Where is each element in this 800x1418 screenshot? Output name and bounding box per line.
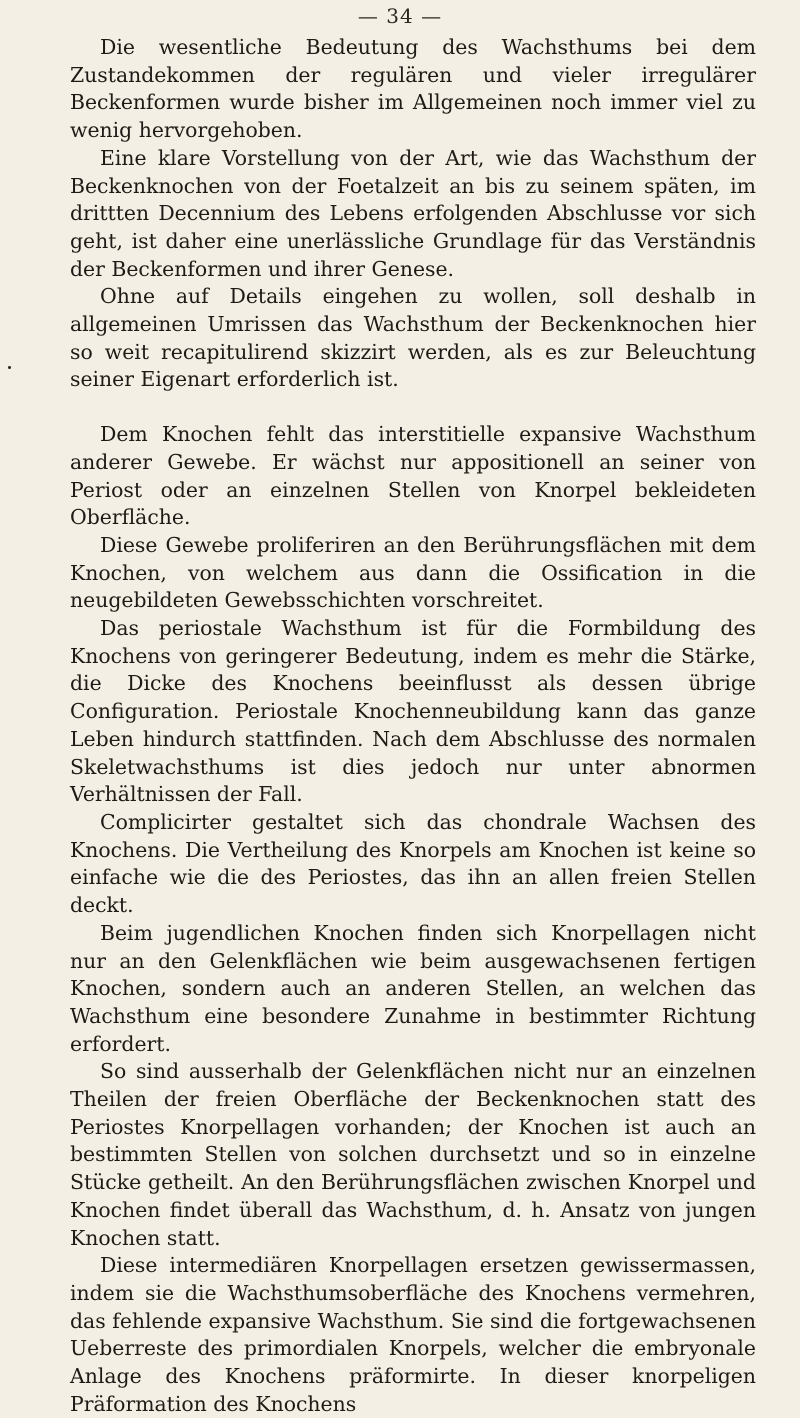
- paragraph: So sind ausserhalb der Gelenkflächen nicht nur an einzelnen Theilen der freien Oberfläche der Beckenknochen statt des Periostes Knorpellagen vorhanden; der Knochen ist auch an bestimmten Stellen von solchen durchsetzt und so in einzelne Stücke getheilt. An den Berührungsflächen zwischen Knorpel und Knochen findet überall das Wachsthum, d. h. Ansatz von jungen Knochen statt.: [70, 1059, 756, 1250]
- paragraph: Ohne auf Details eingehen zu wollen, soll deshalb in allgemeinen Umrissen das Wachsthum der Beckenknochen hier so weit recapitulirend skizzirt werden, als es zur Beleuchtung seiner Eigenart erforderlich ist.: [70, 284, 756, 392]
- paragraph: Das periostale Wachsthum ist für die Formbildung des Knochens von geringerer Bedeutung, indem es mehr die Stärke, die Dicke des Knochens beeinflusst als dessen übrige Configuration. Periostale Knochenneubildung kann das ganze Leben hindurch stattfinden. Nach dem Abschlusse des normalen Skeletwachsthums ist dies jedoch nur unter abnormen Verhältnissen der Fall.: [70, 616, 756, 807]
- page-body: [70, 34, 756, 1418]
- paragraph: Beim jugendlichen Knochen finden sich Knorpellagen nicht nur an den Gelenkflächen wie beim ausgewachsenen fertigen Knochen, sondern auch an anderen Stellen, an welchen das Wachsthum eine besondere Zunahme in bestimmter Richtung erfordert.: [70, 920, 756, 1056]
- paragraph: Diese Gewebe proliferiren an den Berührungsflächen mit dem Knochen, von welchem aus dann die Ossification in die neugebildeten Gewebsschichten vorschreitet.: [70, 532, 756, 613]
- page-number: — 34 —: [357, 4, 443, 28]
- paragraph: Diese intermediären Knorpellagen ersetzen gewissermassen, indem sie die Wachsthumsoberfläche des Knochens vermehren, das fehlende expansive Wachsthum. Sie sind die fortgewachsenen Ueberreste des primordialen Knorpels, welcher die embryonale Anlage des Knochens präformirte. In dieser knorpeligen Präformation des Knochens: [70, 1253, 756, 1416]
- paragraph: Dem Knochen fehlt das interstitielle expansive Wachsthum anderer Gewebe. Er wächst nur appositionell an seiner von Periost oder an einzelnen Stellen von Knorpel bekleideten Oberfläche.: [70, 422, 756, 530]
- margin-mark: [8, 366, 11, 369]
- section-gap: [70, 394, 756, 421]
- paragraph: Complicirter gestaltet sich das chondrale Wachsen des Knochens. Die Vertheilung des Knorpels am Knochen ist keine so einfache wie die des Periostes, das ihn an allen freien Stellen deckt.: [70, 809, 756, 918]
- paragraph: Die wesentliche Bedeutung des Wachsthums bei dem Zustandekommen der regulären und vieler irregulärer Beckenformen wurde bisher im Allgemeinen noch immer viel zu wenig hervorgehoben.: [70, 35, 756, 143]
- paragraph: Eine klare Vorstellung von der Art, wie das Wachsthum der Beckenknochen von der Foetalzeit an bis zu seinem späten, im drittten Decennium des Lebens erfolgenden Abschlusse vor sich geht, ist daher eine unerlässliche Grundlage für das Verständnis der Beckenformen und ihrer Genese.: [70, 145, 756, 281]
